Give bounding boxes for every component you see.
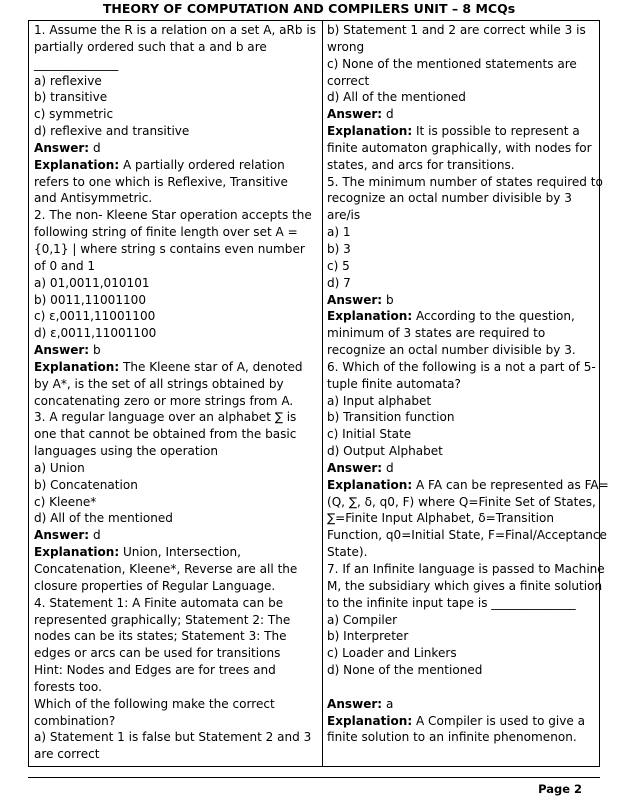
text-line: Which of the following make the correct (34, 696, 275, 711)
text-line: ______________ (34, 56, 119, 71)
answer-line (34, 342, 320, 359)
line-label: Answer: (34, 140, 90, 155)
text-line: concatenating zero or more strings from A. (34, 393, 294, 408)
text-line: represented graphically; Statement 2: The (34, 612, 291, 627)
text-line: 6. Which of the following is a not a part of 5- (327, 359, 596, 374)
column-divider (322, 20, 323, 767)
text-line: 7. If an Infinite language is passed to Machine (327, 562, 605, 576)
text-line: d) 7 (327, 275, 351, 290)
text-line: 2. The non- Kleene Star operation accepts the (34, 208, 312, 223)
explanation-line (327, 477, 609, 494)
text-line: a) Statement 1 is false but Statement 2 and 3 (34, 730, 312, 745)
answer-line (327, 106, 597, 123)
text-line: minimum of 3 states are required to (327, 326, 546, 341)
text-line: b) Transition function (327, 410, 455, 425)
answer-line (327, 460, 597, 477)
line-text: d (382, 107, 394, 122)
text-line: combination? (34, 713, 116, 728)
answer-line (327, 292, 597, 309)
line-label: Explanation: (327, 124, 413, 139)
explanation-line (34, 544, 320, 561)
text-line: following string of finite length over set A = (34, 225, 298, 240)
text-line: correct (327, 73, 370, 88)
text-line: b) 0011,11001100 (34, 292, 146, 307)
blank-line (327, 679, 597, 696)
text-line: d) All of the mentioned (34, 511, 173, 526)
text-line: 3. A regular language over an alphabet ∑ is (34, 410, 297, 425)
text-line: Hint: Nodes and Edges are for trees and (34, 663, 276, 678)
line-text: A partially ordered relation (119, 157, 285, 172)
text-line: Function, q0=Initial State, F=Final/Acceptance (327, 528, 607, 543)
text-line: d) Output Alphabet (327, 444, 443, 459)
text-line: ∑=Finite Input Alphabet, δ=Transition (327, 511, 554, 526)
text-line: edges or arcs can be used for transitions (34, 646, 281, 661)
text-line: c) ε,0011,11001100 (34, 309, 156, 324)
page-title: THEORY OF COMPUTATION AND COMPILERS UNIT – 8 MCQs (102, 1, 516, 16)
text-line: finite automaton graphically, with nodes for (327, 140, 592, 155)
text-line: d) None of the mentioned (327, 663, 483, 678)
line-label: Answer: (34, 528, 90, 543)
text-line: recognize an octal number divisible by 3 (327, 191, 572, 206)
line-label: Explanation: (34, 545, 120, 560)
text-line: 1. Assume the R is a relation on a set A, aRb is (34, 23, 316, 37)
text-line: b) Concatenation (34, 477, 138, 492)
line-label: Answer: (327, 460, 383, 475)
text-line: d) All of the mentioned (327, 90, 466, 105)
text-line: c) Loader and Linkers (327, 646, 457, 661)
text-line: b) transitive (34, 90, 108, 105)
line-text: b (382, 292, 394, 307)
explanation-line (327, 123, 597, 140)
text-line: by A*, is the set of all strings obtained by (34, 376, 284, 391)
answer-line (34, 140, 320, 157)
line-label: Explanation: (327, 477, 413, 492)
text-line: nodes can be its states; Statement 3: The (34, 629, 287, 644)
text-line: b) Interpreter (327, 629, 409, 644)
text-line: c) None of the mentioned statements are (327, 56, 577, 71)
line-text: a (382, 696, 394, 711)
text-line: c) Initial State (327, 427, 412, 442)
text-line: recognize an octal number divisible by 3. (327, 343, 576, 358)
line-label: Answer: (327, 107, 383, 122)
line-text: d (382, 460, 394, 475)
line-label: Answer: (34, 343, 90, 358)
text-line: to the infinite input tape is ______________ (327, 595, 576, 610)
text-line: a) Union (34, 460, 85, 475)
text-line: 5. The minimum number of states required to (327, 174, 603, 189)
text-line: forests too. (34, 679, 102, 694)
line-text: It is possible to represent a (412, 124, 580, 139)
line-text: Union, Intersection, (119, 545, 241, 560)
text-line: d) ε,0011,11001100 (34, 326, 157, 341)
text-line: a) Input alphabet (327, 393, 432, 408)
text-line: a) 1 (327, 225, 351, 240)
line-label: Answer: (327, 292, 383, 307)
text-line: c) 5 (327, 258, 350, 273)
text-line: languages using the operation (34, 444, 219, 459)
text-line: {0,1} | where string s contains even number (34, 241, 305, 256)
explanation-line (34, 359, 320, 376)
line-text: According to the question, (412, 309, 575, 324)
text-line: finite solution to an infinite phenomenon. (327, 730, 577, 745)
line-label: Answer: (327, 696, 383, 711)
line-text: A FA can be represented as FA= (412, 477, 609, 492)
text-line: one that cannot be obtained from the basic (34, 427, 297, 442)
line-text: d (89, 140, 101, 155)
page-number: Page 2 (538, 782, 582, 796)
line-text: The Kleene star of A, denoted (119, 359, 303, 374)
text-line: M, the subsidiary which gives a finite solution (327, 578, 603, 593)
text-line: wrong (327, 39, 365, 54)
answer-line (34, 527, 320, 544)
footer-rule (28, 777, 600, 778)
text-line: partially ordered such that a and b are (34, 39, 267, 54)
line-label: Explanation: (34, 157, 120, 172)
text-line: d) reflexive and transitive (34, 124, 190, 139)
text-line: a) Compiler (327, 612, 398, 627)
explanation-line (34, 157, 320, 174)
answer-line (327, 696, 597, 713)
text-line: c) symmetric (34, 107, 114, 122)
text-line: refers to one which is Reflexive, Transitive (34, 174, 288, 189)
explanation-line (327, 713, 597, 730)
text-line: Concatenation, Kleene*, Reverse are all the (34, 562, 298, 576)
text-line: closure properties of Regular Language. (34, 578, 276, 593)
text-line: b) 3 (327, 241, 351, 256)
line-text: d (89, 528, 101, 543)
line-text: b (89, 343, 101, 358)
line-label: Explanation: (327, 713, 413, 728)
text-line: (Q, ∑, δ, q0, F) where Q=Finite Set of States, (327, 494, 596, 509)
left-column (34, 22, 320, 763)
text-line: are/is (327, 208, 361, 223)
line-label: Explanation: (34, 359, 120, 374)
text-line: are correct (34, 747, 100, 762)
text-line: a) reflexive (34, 73, 102, 88)
explanation-line (327, 308, 597, 325)
text-line: State). (327, 545, 368, 560)
right-column (327, 22, 609, 746)
line-label: Explanation: (327, 309, 413, 324)
text-line: 4. Statement 1: A Finite automata can be (34, 595, 284, 610)
text-line: a) 01,0011,010101 (34, 275, 150, 290)
text-line: c) Kleene* (34, 494, 97, 509)
text-line: and Antisymmetric. (34, 191, 153, 206)
line-text: A Compiler is used to give a (412, 713, 586, 728)
text-line: b) Statement 1 and 2 are correct while 3 is (327, 23, 586, 37)
text-line: tuple finite automata? (327, 376, 461, 391)
text-line: of 0 and 1 (34, 258, 96, 273)
text-line: states, and arcs for transitions. (327, 157, 515, 172)
